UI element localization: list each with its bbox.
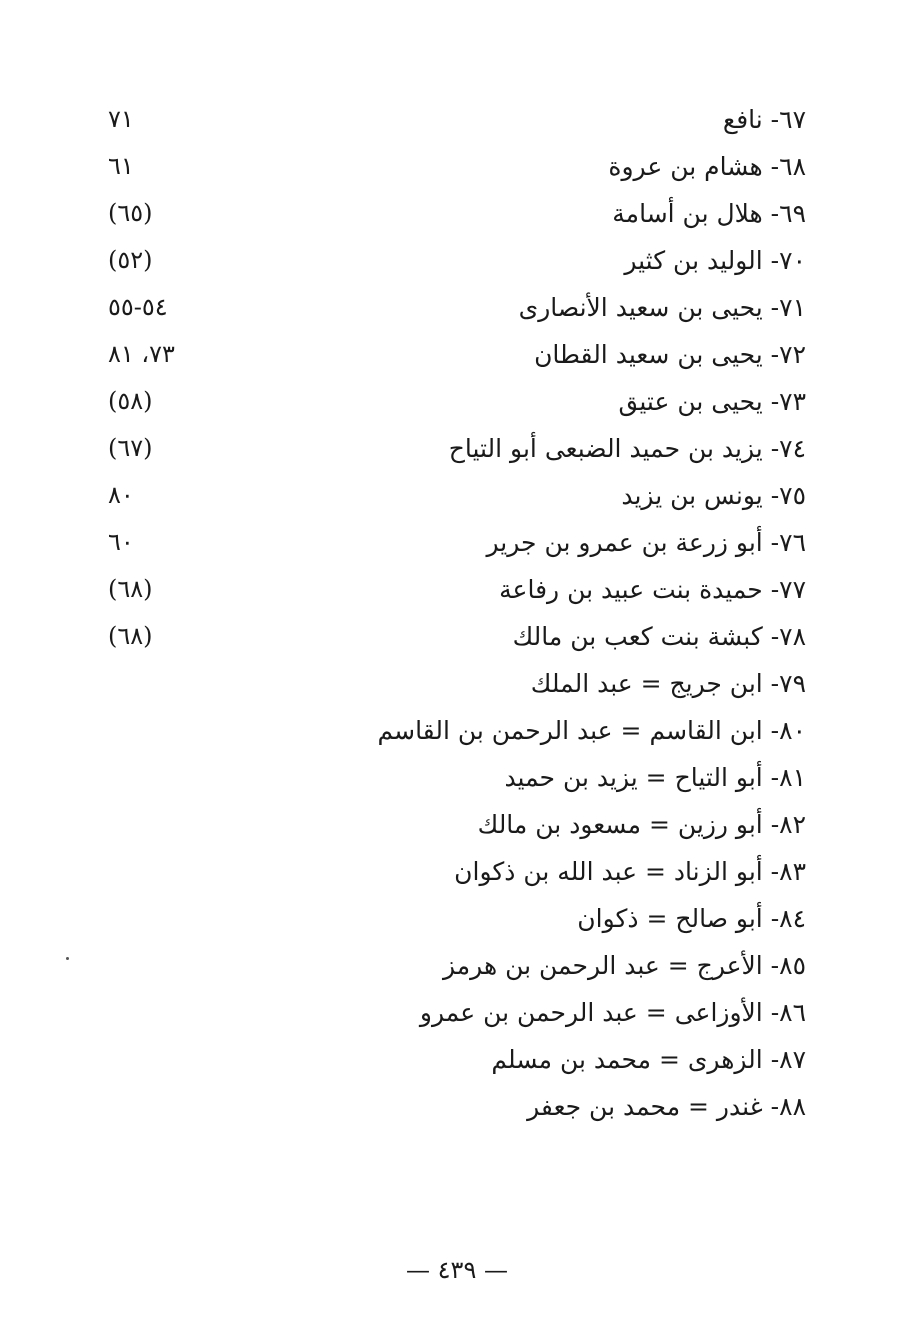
scan-speck <box>66 957 69 960</box>
index-entry <box>0 1083 914 1130</box>
index-entry <box>0 96 914 143</box>
entry-name: ٨٤- أبو صالح = ذكوان <box>577 904 806 933</box>
entry-name: ٧٠- الوليد بن كثير <box>624 246 806 275</box>
page-number: — ٤٣٩ — <box>406 1256 508 1284</box>
entry-page-reference: ٥٤-٥٥ <box>108 293 168 321</box>
entry-name: ٦٩- هلال بن أسامة <box>612 199 806 228</box>
entry-page-reference: (٦٥) <box>108 199 153 227</box>
entry-name: ٧١- يحيى بن سعيد الأنصارى <box>518 293 806 322</box>
entry-name: ٧٣- يحيى بن عتيق <box>618 387 806 416</box>
index-entry <box>0 237 914 284</box>
entry-name: ٨٨- غندر = محمد بن جعفر <box>527 1092 806 1121</box>
index-entry <box>0 848 914 895</box>
entry-name: ٧٥- يونس بن يزيد <box>621 481 806 510</box>
entry-page-reference: (٦٨) <box>108 575 153 603</box>
entry-name: ٧٧- حميدة بنت عبيد بن رفاعة <box>499 575 806 604</box>
index-entry <box>0 566 914 613</box>
index-entry <box>0 613 914 660</box>
entry-name: ٨٦- الأوزاعى = عبد الرحمن بن عمرو <box>419 998 806 1027</box>
entry-name: ٨٧- الزهرى = محمد بن مسلم <box>491 1045 806 1074</box>
entry-name: ٦٨- هشام بن عروة <box>608 152 806 181</box>
entry-page-reference: ٧٣، ٨١ <box>108 340 175 368</box>
index-entry <box>0 801 914 848</box>
entry-name: ٧٤- يزيد بن حميد الضبعى أبو التياح <box>448 434 806 463</box>
index-entry <box>0 1036 914 1083</box>
narrator-index-list <box>0 96 914 1130</box>
entry-name: ٨٢- أبو رزين = مسعود بن مالك <box>477 810 806 839</box>
index-entry <box>0 989 914 1036</box>
entry-page-reference: (٦٧) <box>108 434 153 462</box>
index-entry <box>0 754 914 801</box>
entry-page-reference: (٥٨) <box>108 387 153 415</box>
entry-name: ٧٩- ابن جريج = عبد الملك <box>530 669 806 698</box>
index-entry <box>0 190 914 237</box>
index-entry <box>0 942 914 989</box>
entry-page-reference: ٦١ <box>108 152 134 180</box>
entry-name: ٧٨- كبشة بنت كعب بن مالك <box>512 622 806 651</box>
index-entry <box>0 472 914 519</box>
entry-name: ٦٧- نافع <box>722 105 806 134</box>
index-entry <box>0 425 914 472</box>
entry-name: ٨٥- الأعرج = عبد الرحمن بن هرمز <box>442 951 806 980</box>
entry-name: ٧٢- يحيى بن سعيد القطان <box>534 340 806 369</box>
index-entry <box>0 284 914 331</box>
entry-name: ٨١- أبو التياح = يزيد بن حميد <box>504 763 806 792</box>
index-entry <box>0 895 914 942</box>
entry-page-reference: (٥٢) <box>108 246 153 274</box>
entry-name: ٨٣- أبو الزناد = عبد الله بن ذكوان <box>454 857 806 886</box>
entry-name: ٧٦- أبو زرعة بن عمرو بن جرير <box>486 528 806 557</box>
index-entry <box>0 143 914 190</box>
entry-name: ٨٠- ابن القاسم = عبد الرحمن بن القاسم <box>377 716 806 745</box>
index-entry <box>0 660 914 707</box>
entry-page-reference: ٦٠ <box>108 528 134 556</box>
index-entry <box>0 331 914 378</box>
index-entry <box>0 378 914 425</box>
index-entry <box>0 707 914 754</box>
entry-page-reference: (٦٨) <box>108 622 153 650</box>
entry-page-reference: ٨٠ <box>108 481 134 509</box>
entry-page-reference: ٧١ <box>108 105 134 133</box>
index-entry <box>0 519 914 566</box>
